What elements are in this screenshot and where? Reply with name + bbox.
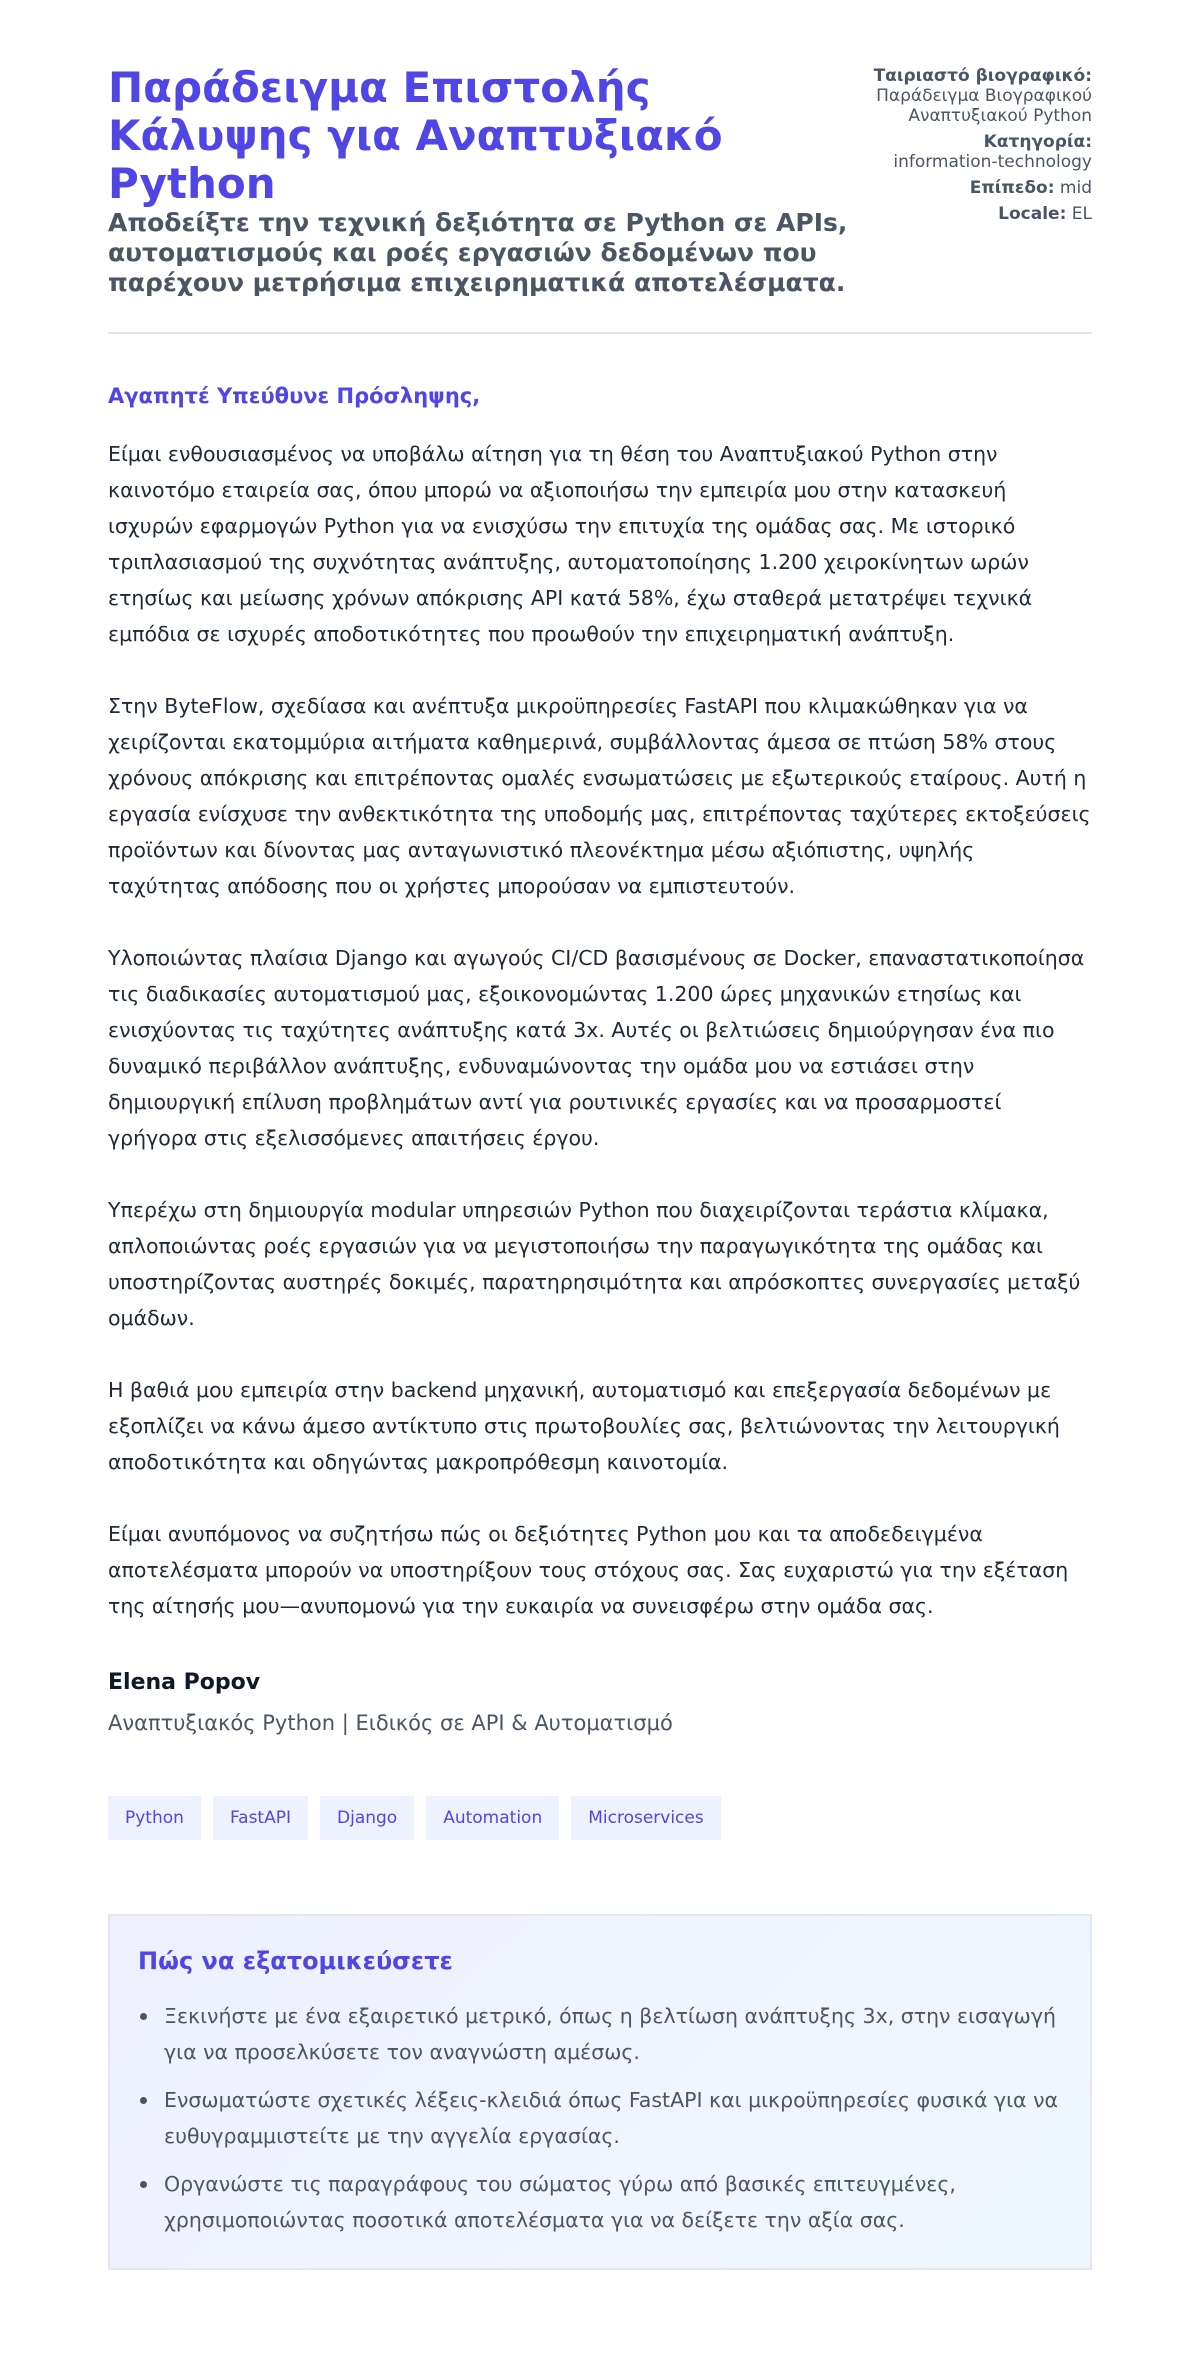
bullet-icon	[140, 2013, 147, 2020]
tips-item	[164, 2166, 1062, 2238]
tips-item	[164, 1998, 1062, 2070]
skill-tag-django: Django	[320, 1796, 414, 1840]
tips-list	[138, 1998, 1062, 2238]
customization-tips-box	[108, 1914, 1092, 2270]
letter-paragraph: Υλοποιώντας πλαίσια Django και αγωγούς CI/CD βασισμένους σε Docker, επαναστατικοποίησα τις διαδικασίες αυτοματισμού μας, εξοικονομώντας 1.200 ώρες μηχανικών ετησίως και ενισχύοντας τις ταχύτητες ανάπτυξης κατά 3x. Αυτές οι βελτιώσεις δημιούργησαν ένα πιο δυναμικό περιβάλλον ανάπτυξης, ενδυναμώνοντας την ομάδα μου να εστιάσει στην δημιουργική επίλυση προβλημάτων αντί για ρουτινικές εργασίες και να προσαρμοστεί γρήγορα στις εξελισσόμενες απαιτήσεις έργου.	[108, 946, 1085, 1150]
page-header	[108, 64, 1092, 334]
letter-paragraph: Στην ByteFlow, σχεδίασα και ανέπτυξα μικροϋπηρεσίες FastAPI που κλιμακώθηκαν για να χειρίζονται εκατομμύρια αιτήματα καθημερινά, συμβάλλοντας άμεσα σε πτώση 58% στους χρόνους απόκρισης και επιτρέποντας ομαλές ενσωματώσεις με εξωτερικούς εταίρους. Αυτή η εργασία ενίσχυσε την ανθεκτικότητα της υποδομής μας, επιτρέποντας ταχύτερες εκτοξεύσεις προϊόντων και δίνοντας μας ανταγωνιστικό πλεονέκτημα μέσω αξιόπιστης, υψηλής ταχύτητας απόδοσης που οι χρήστες μπορούσαν να εμπιστευτούν.	[108, 694, 1091, 898]
skill-tag-python: Python	[108, 1796, 201, 1840]
cover-letter-page	[108, 0, 1092, 2270]
meta-category-label: Κατηγορία:	[983, 132, 1092, 152]
tips-item-text: Ξεκινήστε με ένα εξαιρετικό μετρικό, όπως η βελτίωση ανάπτυξης 3x, στην εισαγωγή για να προσελκύσετε τον αναγνώστη αμέσως.	[164, 2004, 1056, 2064]
letter-paragraph: Η βαθιά μου εμπειρία στην backend μηχανική, αυτοματισμό και επεξεργασία δεδομένων με εξοπλίζει να κάνω άμεσο αντίκτυπο στις πρωτοβουλίες σας, βελτιώνοντας την λειτουργική αποδοτικότητα και οδηγώντας μακροπρόθεσμη καινοτομία.	[108, 1378, 1060, 1474]
bullet-icon	[140, 2181, 147, 2188]
letter-greeting: Αγαπητέ Υπεύθυνε Πρόσληψης,	[108, 384, 481, 408]
letter-body	[108, 436, 1092, 1624]
page-title: Παράδειγμα Επιστολής Κάλυψης για Αναπτυξιακό Python	[108, 63, 723, 208]
meta-panel	[872, 64, 1092, 230]
meta-locale-value: EL	[1071, 204, 1092, 224]
tips-item	[164, 2082, 1062, 2154]
skill-tag-microservices: Microservices	[571, 1796, 721, 1840]
skill-tag-automation: Automation	[426, 1796, 559, 1840]
meta-resume-label: Ταιριαστό βιογραφικό:	[873, 66, 1092, 86]
meta-resume-value: Παράδειγμα Βιογραφικού Αναπτυξιακού Python	[876, 86, 1092, 126]
page-subtitle: Αποδείξτε την τεχνική δεξιότητα σε Python σε APIs, αυτοματισμούς και ροές εργασιών δεδομένων που παρέχουν μετρήσιμα επιχειρηματικά αποτελέσματα.	[108, 208, 848, 297]
signature-block	[108, 1668, 1092, 1738]
signature-title: Αναπτυξιακός Python | Ειδικός σε API & Αυτοματισμό	[108, 1711, 673, 1735]
meta-category-value: information-technology	[893, 152, 1092, 172]
meta-locale-label: Locale:	[998, 204, 1067, 224]
tips-item-text: Οργανώστε τις παραγράφους του σώματος γύρω από βασικές επιτευγμένες, χρησιμοποιώντας ποσοτικά αποτελέσματα για να δείξετε την αξία σας.	[164, 2172, 956, 2232]
meta-resume	[872, 66, 1092, 126]
letter-paragraph: Υπερέχω στη δημιουργία modular υπηρεσιών Python που διαχειρίζονται τεράστια κλίμακα, απλοποιώντας ροές εργασιών για να μεγιστοποιήσω την παραγωγικότητα της ομάδας και υποστηρίζοντας αυστηρές δοκιμές, παρατηρησιμότητα και απρόσκοπτες συνεργασίες μεταξύ ομάδων.	[108, 1198, 1081, 1330]
meta-level-label: Επίπεδο:	[969, 178, 1055, 198]
skill-tags	[108, 1796, 1092, 1840]
letter-paragraph: Είμαι ανυπόμονος να συζητήσω πώς οι δεξιότητες Python μου και τα αποδεδειγμένα αποτελέσματα μπορούν να υποστηρίξουν τους στόχους σας. Σας ευχαριστώ για την εξέταση της αίτησής μου—ανυπομονώ για την ευκαιρία να συνεισφέρω στην ομάδα σας.	[108, 1522, 1069, 1618]
skill-tag-fastapi: FastAPI	[213, 1796, 308, 1840]
meta-level	[872, 178, 1092, 198]
meta-category	[872, 132, 1092, 172]
header-titles	[108, 64, 868, 298]
signature-name: Elena Popov	[108, 1670, 261, 1695]
letter-paragraph: Είμαι ενθουσιασμένος να υποβάλω αίτηση για τη θέση του Αναπτυξιακού Python στην καινοτόμο εταιρεία σας, όπου μπορώ να αξιοποιήσω την εμπειρία μου στην κατασκευή ισχυρών εφαρμογών Python για να ενισχύσω την επιτυχία της ομάδας σας. Με ιστορικό τριπλασιασμού της συχνότητας ανάπτυξης, αυτοματοποίησης 1.200 χειροκίνητων ωρών ετησίως και μείωσης χρόνων απόκρισης API κατά 58%, έχω σταθερά μετατρέψει τεχνικά εμπόδια σε ισχυρές αποδοτικότητες που προωθούν την επιχειρηματική ανάπτυξη.	[108, 442, 1033, 646]
bullet-icon	[140, 2097, 147, 2104]
meta-level-value: mid	[1059, 178, 1092, 198]
meta-locale	[872, 204, 1092, 224]
tips-title: Πώς να εξατομικεύσετε	[138, 1947, 453, 1975]
tips-item-text: Ενσωματώστε σχετικές λέξεις-κλειδιά όπως FastAPI και μικροϋπηρεσίες φυσικά για να ευθυγραμμιστείτε με την αγγελία εργασίας.	[164, 2088, 1059, 2148]
